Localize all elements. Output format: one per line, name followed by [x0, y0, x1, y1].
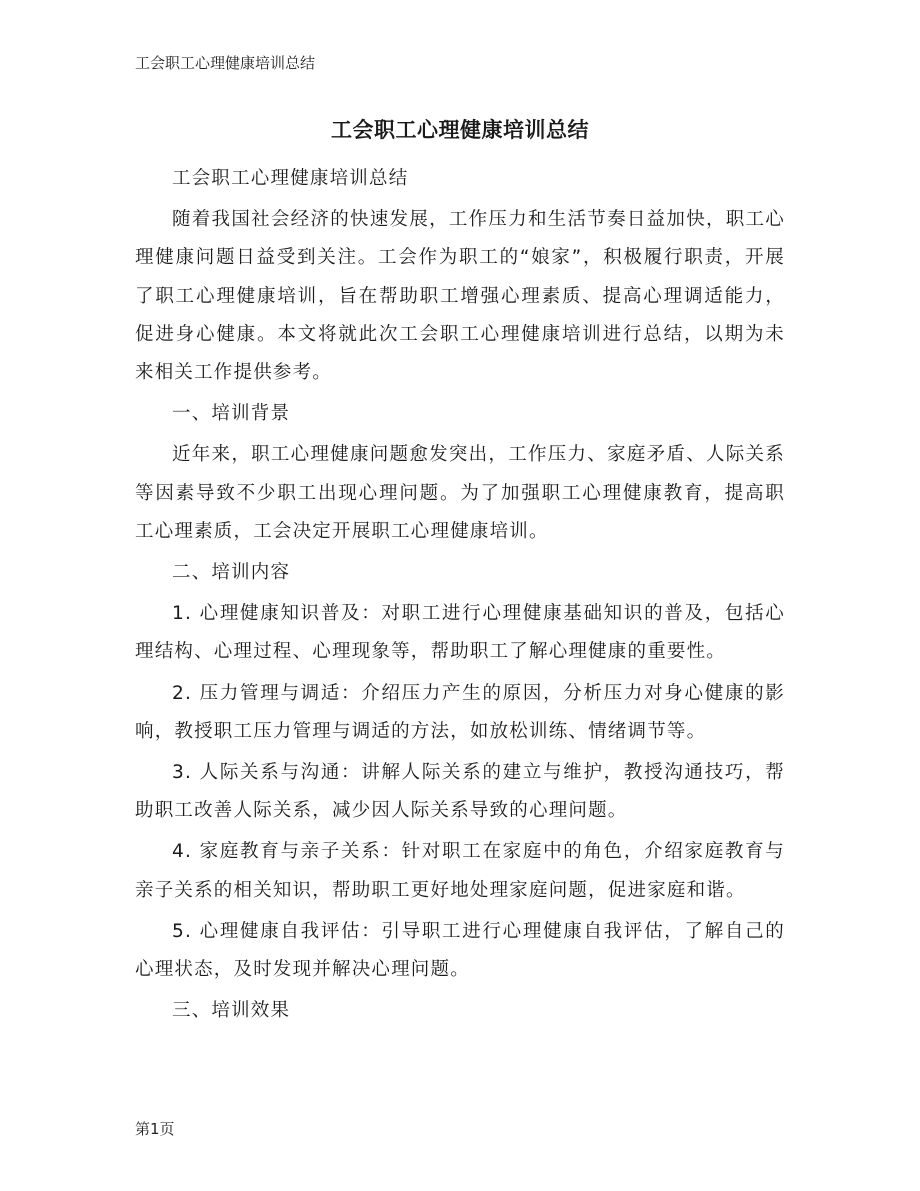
content-item-2: 2. 压力管理与调适：介绍压力产生的原因，分析压力对身心健康的影响，教授职工压力管理与调适的方法，如放松训练、情绪调节等。 — [135, 682, 785, 742]
content-item-4: 4. 家庭教育与亲子关系：针对职工在家庭中的角色，介绍家庭教育与亲子关系的相关知识，帮助职工更好地处理家庭问题，促进家庭和谐。 — [135, 841, 785, 901]
document-title: 工会职工心理健康培训总结 — [331, 118, 589, 142]
section-heading-content: 二、培训内容 — [172, 562, 291, 584]
section-heading-effect: 三、培训效果 — [172, 1000, 291, 1022]
section-heading-background: 一、培训背景 — [172, 403, 291, 425]
document-body — [135, 160, 785, 1033]
content-item-5: 5. 心理健康自我评估：引导职工进行心理健康自我评估，了解自己的心理状态，及时发现并解决心理问题。 — [135, 920, 785, 981]
intro-paragraph: 随着我国社会经济的快速发展，工作压力和生活节奏日益加快，职工心理健康问题日益受到关注。工会作为职工的“娘家”，积极履行职责，开展了职工心理健康培训，旨在帮助职工增强心理素质、提高心理调适能力，促进身心健康。本文将就此次工会职工心理健康培训进行总结，以期为未来相关工作提供参考。 — [135, 209, 785, 384]
content-item-3: 3. 人际关系与沟通：讲解人际关系的建立与维护，教授沟通技巧，帮助职工改善人际关系，减少因人际关系导致的心理问题。 — [135, 762, 785, 822]
page-number: 第1页 — [135, 1120, 175, 1138]
subtitle-paragraph: 工会职工心理健康培训总结 — [172, 168, 409, 189]
running-header: 工会职工心理健康培训总结 — [135, 54, 316, 72]
content-item-1: 1. 心理健康知识普及：对职工进行心理健康基础知识的普及，包括心理结构、心理过程、心理现象等，帮助职工了解心理健康的重要性。 — [135, 603, 785, 663]
background-paragraph: 近年来，职工心理健康问题愈发突出，工作压力、家庭矛盾、人际关系等因素导致不少职工出现心理问题。为了加强职工心理健康教育，提高职工心理素质，工会决定开展职工心理健康培训。 — [135, 444, 785, 542]
